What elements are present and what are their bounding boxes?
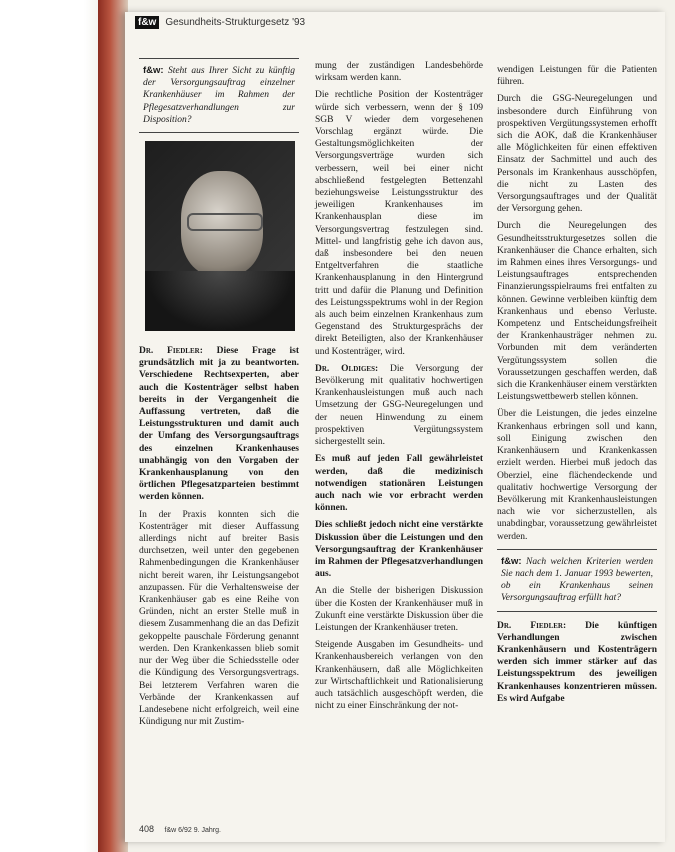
speaker-name: Dr. Fiedler: xyxy=(139,346,203,357)
body-paragraph: Dies schließt jedoch nicht eine verstärkte Diskussion über die Leistungen und den Versorgungsauftrag der Krankenhäuser im Rahmen der Pflegesatzverhandlungen aus. xyxy=(315,520,483,580)
body-paragraph: wendigen Leistungen für die Patienten führen. xyxy=(497,65,657,88)
question-text: Nach welchen Kriterien werden Sie nach dem 1. Januar 1993 bewerten, ob ein Krankenhaus seinen Versorgungsauftrag erfüllt hat? xyxy=(501,556,654,604)
question-label: f&w: xyxy=(501,555,522,567)
page-folio xyxy=(139,824,221,834)
answer-paragraph: Dr. Fiedler: Die künftigen Verhandlungen zwischen Krankenhäusern und Kostenträgern werden sich immer stärker auf das Leistungsspektrum des jeweiligen Krankenhauses konzentrieren müssen. Es wird Aufgabe xyxy=(497,620,657,704)
body-paragraph: Durch die Neuregelungen des Gesundheitsstrukturgesetzes sollen die Krankenhäuser die Chance erhalten, sich im Rahmen eines ihres Versorgungs- und Leistungsauftrages entsprechenden Finanzierungsspielraums frei entfalten zu können. Gewinne verbleiben künftig dem Krankenhaus und ebenso Verluste. Kompetenz und Entscheidungsfreiheit der Krankenhausträger nehmen zu. Vorbunden mit dem veränderten Vergütungssystem sollen die Voraussetzungen geschaffen werden, daß sich die Krankenhäuser einem verstärkten Leistungswettbewerb stellen können. xyxy=(497,221,657,403)
answer-paragraph: Dr. Fiedler: Diese Frage ist grundsätzlich mit ja zu beantworten. Verschiedene Rechtsexperten, aber auch die Kostenträger selbst haben bereits in der Vergangenheit die Auffassung vertreten, daß die Leistungsstrukturen und damit auch der Umfang des Versorgungsauftrags des einzelnen Krankenhauses unabhängig von den Vorgaben der Krankenhausplanung von den örtlichen Pflegesatzparteien bestimmt werden können. xyxy=(139,346,299,503)
speaker-name: Dr. Fiedler: xyxy=(497,620,567,631)
running-header xyxy=(135,16,305,29)
portrait-photo xyxy=(145,141,295,331)
body-paragraph: Die rechtliche Position der Kostenträger würde sich verbessern, wenn der § 109 SGB V wieder dem vorgesehenen Vorschlag ergänzt würde. Die Gestaltungsmöglichkeiten der Versorgungsverträge wurden sich verbessern, weil bei einer nicht abschließend festgelegten Bettenzahl beziehungsweise Leistungsstruktur des jeweiligen Krankenhauses im Krankenhausplan diese im Versorgungsvertrag festzulegen sind. Mittel- und langfristig gehe ich davon aus, daß insbesondere bei den neuen Entgeltverfahren die staatliche Krankenhausplanung in den Hintergrund tritt und dafür die Planung und Definition des Leistungsspektrums wohl in der Region als auch beim einzelnen Krankenhaus zum Gegenstand des Strukturgesprächs der direkt Beteiligten, also der Krankenhäuser und Kostenträger, wird. xyxy=(315,90,483,357)
column-3 xyxy=(497,64,657,710)
suit-shape xyxy=(145,271,295,331)
body-paragraph: An die Stelle der bisherigen Diskussion über die Kosten der Krankenhäuser muß in Zukunft eine verstärkte Diskussion über die Leistungen der Krankenhäuser treten. xyxy=(315,586,483,633)
page-edge xyxy=(98,0,128,852)
body-paragraph: Steigende Ausgaben im Gesundheits- und Krankenhausbereich verlangen von den Krankenhäusern, daß alle Möglichkeiten zur Wirtschaftlichkeit und Rationalisierung auch tatsächlich ausgeschöpft werden, die nicht zu einer Einschränkung der not- xyxy=(315,640,483,712)
question-label: f&w: xyxy=(143,65,164,76)
magazine-logo: f&w xyxy=(135,16,159,29)
issue-info: f&w 6/92 9. Jahrg. xyxy=(164,827,221,834)
answer-paragraph: In der Praxis konnten sich die Kostenträger mit dieser Auffassung allerdings nicht auf breiter Basis durchsetzen, weil unter den gegebenen Rahmenbedingungen die Krankenhäuser nicht bereit waren, ihr Leistungsangebot anzupassen. Für die Verhaltensweise der Krankenhäuser gab es eine Reihe von Gründen, nicht an erster Stelle muß in diesem Zusammenhang die an das Defizit gekoppelte pauschale Förderung genannt werden. Den Krankenkassen blieb somit nur der Weg über die Schiedsstelle oder die Kündigung des Versorgungsvertrags. Bei letzterem Verfahren waren die Verbände der Krankenkassen auf Landesebene nicht erfolgreich, weil eine Kündigung nur mit Zustim- xyxy=(139,509,299,728)
interview-question xyxy=(139,58,299,133)
column-2 xyxy=(315,60,483,717)
question-text: Steht aus Ihrer Sicht zu künftig der Versorgungsauftrag einzelner Krankenhäuser im Rahmen der Pflegesatzverhandlungen zur Disposition? xyxy=(143,66,295,125)
interview-question xyxy=(497,549,657,612)
speaker-name: Dr. Oldiges: xyxy=(315,363,379,374)
answer-paragraph: Dr. Oldiges: Die Versorgung der Bevölkerung mit qualitativ hochwertigen Krankenhausleistungen muß auch nach Umsetzung der GSG-Neuregelungen und der neuen Hinwendung zu einem prospektiven Vergütungssystem sichergestellt sein. xyxy=(315,363,483,448)
body-paragraph: Über die Leistungen, die jedes einzelne Krankenhaus erbringen soll und kann, soll Einigung zwischen den Krankenhäusern und Krankenkassen erzielt werden. Hierbei muß jedoch das Oberziel, eine flächendeckende und qualitativ hochwertige Versorgung der Bevölkerung mit Krankenhausleistungen nach wie vor sicherzustellen, als unabdingbar, voraussetzung gewährleistet werden. xyxy=(497,409,657,542)
magazine-page xyxy=(125,12,665,842)
page-number: 408 xyxy=(139,824,155,834)
body-paragraph: mung der zuständigen Landesbehörde wirksam werden kann. xyxy=(315,61,483,84)
column-1 xyxy=(139,58,299,733)
glasses-shape xyxy=(187,213,263,231)
header-title: Gesundheits-Strukturgesetz '93 xyxy=(165,17,306,28)
body-paragraph: Durch die GSG-Neuregelungen und insbesondere durch Einführung von prospektiven Vergütungssystemen erhofft sich die AOK, daß die Krankenhäuser alle Möglichkeiten für einen effektiven Einsatz der Sachmittel und auch des Personals im Krankenhaus ausschöpfen, die nicht zu Lasten des Versorgungsauftrages und der Qualität der Versorgung gehen. xyxy=(497,94,657,215)
body-paragraph: Es muß auf jeden Fall gewährleistet werden, daß die medizinisch notwendigen stationären Leistungen auch nach wie vor erbracht werden können. xyxy=(315,454,483,514)
